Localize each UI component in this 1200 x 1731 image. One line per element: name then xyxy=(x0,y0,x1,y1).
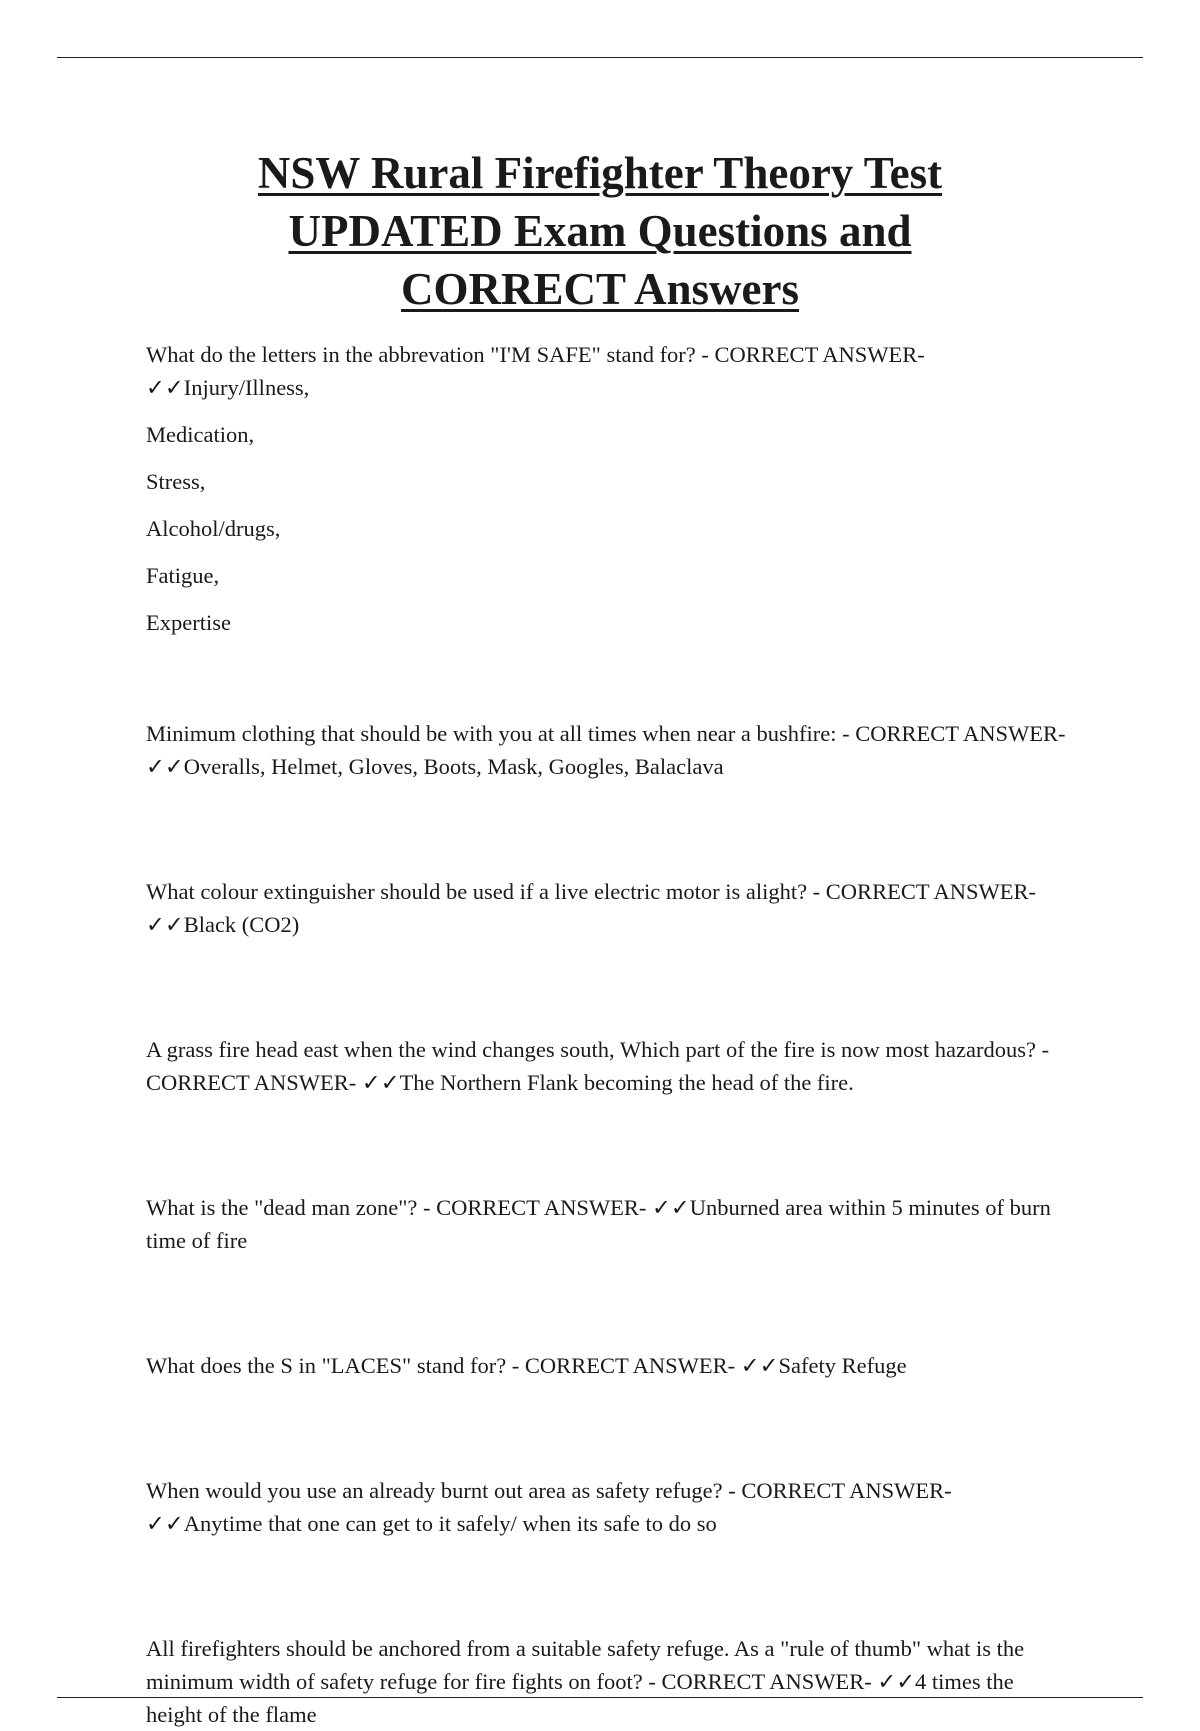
qa-paragraph: All firefighters should be anchored from a suitable safety refuge. As a "rule of thumb" what is the minimum width of safety refuge for fire fights on foot? - CORRECT ANSWER- ✓✓4 times the height of the flame xyxy=(146,1636,1025,1727)
qa-item-dead-man-zone xyxy=(146,1191,1066,1257)
qa-paragraph: Alcohol/drugs, xyxy=(146,516,281,541)
qa-paragraph: What do the letters in the abbrevation "I'M SAFE" stand for? - CORRECT ANSWER- ✓✓Injury/Illness, xyxy=(146,342,925,400)
qa-item-laces xyxy=(146,1349,1066,1382)
header-rule xyxy=(57,57,1143,58)
qa-paragraph: What does the S in "LACES" stand for? - CORRECT ANSWER- ✓✓Safety Refuge xyxy=(146,1353,907,1378)
qa-list xyxy=(146,338,1066,1731)
qa-paragraph: Stress, xyxy=(146,469,206,494)
page-title xyxy=(100,144,1100,318)
qa-paragraph: What colour extinguisher should be used if a live electric motor is alight? - CORRECT ANSWER- ✓✓Black (CO2) xyxy=(146,879,1037,937)
qa-paragraph: A grass fire head east when the wind changes south, Which part of the fire is now most hazardous? - CORRECT ANSWER- ✓✓The Northern Flank becoming the head of the fire. xyxy=(146,1037,1050,1095)
qa-paragraph: When would you use an already burnt out area as safety refuge? - CORRECT ANSWER- ✓✓Anytime that one can get to it safely/ when its safe to do so xyxy=(146,1478,952,1536)
qa-item-refuge-width xyxy=(146,1632,1066,1731)
qa-paragraph: What is the "dead man zone"? - CORRECT ANSWER- ✓✓Unburned area within 5 minutes of burn time of fire xyxy=(146,1195,1051,1253)
qa-item-minimum-clothing xyxy=(146,717,1066,783)
qa-item-im-safe xyxy=(146,338,1066,639)
qa-paragraph: Fatigue, xyxy=(146,563,220,588)
qa-paragraph: Medication, xyxy=(146,422,255,447)
title-line-3: CORRECT Answers xyxy=(401,264,799,314)
title-line-1: NSW Rural Firefighter Theory Test xyxy=(257,148,943,198)
title-line-2: UPDATED Exam Questions and xyxy=(288,206,912,256)
qa-paragraph: Expertise xyxy=(146,610,231,635)
footer-rule xyxy=(57,1697,1143,1698)
qa-item-grass-fire-wind-change xyxy=(146,1033,1066,1099)
qa-item-burnt-area-refuge xyxy=(146,1474,1066,1540)
qa-item-extinguisher-colour xyxy=(146,875,1066,941)
qa-paragraph: Minimum clothing that should be with you at all times when near a bushfire: - CORRECT ANSWER- ✓✓Overalls, Helmet, Gloves, Boots, Mask, Googles, Balaclava xyxy=(146,721,1066,779)
